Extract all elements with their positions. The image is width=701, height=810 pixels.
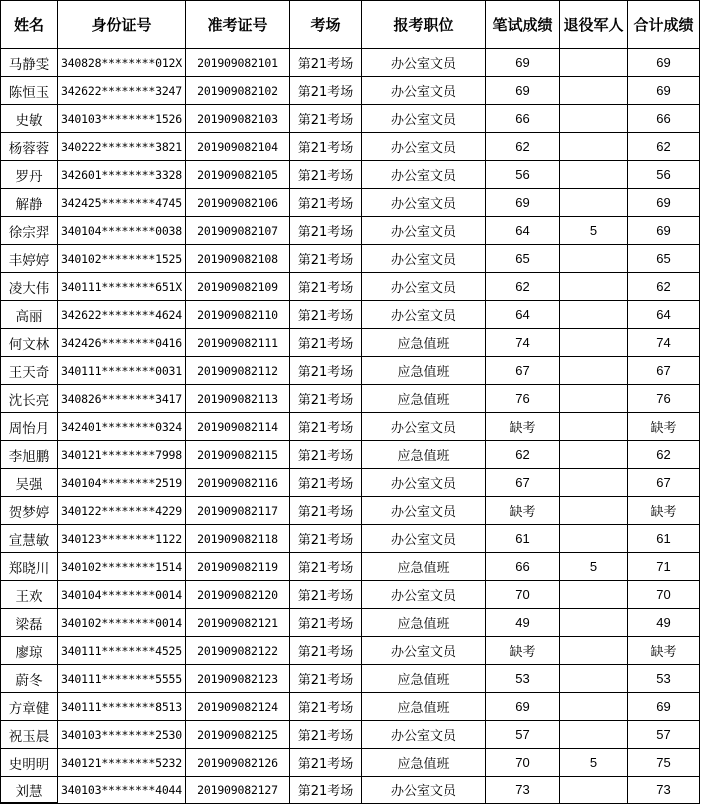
cell-name: 丰婷婷 xyxy=(1,245,58,273)
table-row xyxy=(1,497,700,525)
cell-position: 办公室文员 xyxy=(362,301,486,329)
cell-total-score: 62 xyxy=(628,133,700,161)
cell-ticket-number: 201909082123 xyxy=(186,665,290,693)
cell-total-score: 67 xyxy=(628,357,700,385)
cell-ticket-number: 201909082117 xyxy=(186,497,290,525)
cell-id-number: 340102********1525 xyxy=(58,245,186,273)
cell-exam-room: 第21考场 xyxy=(290,665,362,693)
cell-exam-room: 第21考场 xyxy=(290,329,362,357)
cell-total-score: 69 xyxy=(628,217,700,245)
cell-written-score: 70 xyxy=(486,581,560,609)
cell-position: 办公室文员 xyxy=(362,581,486,609)
cell-total-score: 缺考 xyxy=(628,497,700,525)
cell-name: 沈长亮 xyxy=(1,385,58,413)
cell-exam-room: 第21考场 xyxy=(290,637,362,665)
cell-id-number: 342426********0416 xyxy=(58,329,186,357)
table-row xyxy=(1,105,700,133)
table-row xyxy=(1,693,700,721)
cell-veteran xyxy=(560,497,628,525)
table-row xyxy=(1,133,700,161)
cell-name: 徐宗羿 xyxy=(1,217,58,245)
cell-exam-room: 第21考场 xyxy=(290,301,362,329)
cell-ticket-number: 201909082109 xyxy=(186,273,290,301)
cell-ticket-number: 201909082125 xyxy=(186,721,290,749)
cell-id-number: 340121********5232 xyxy=(58,749,186,777)
cell-veteran xyxy=(560,525,628,553)
cell-ticket-number: 201909082108 xyxy=(186,245,290,273)
cell-ticket-number: 201909082126 xyxy=(186,749,290,777)
table-row xyxy=(1,441,700,469)
cell-exam-room: 第21考场 xyxy=(290,525,362,553)
cell-name: 蔚冬 xyxy=(1,665,58,693)
cell-ticket-number: 201909082116 xyxy=(186,469,290,497)
cell-written-score: 69 xyxy=(486,77,560,105)
cell-name: 李旭鹏 xyxy=(1,441,58,469)
cell-ticket-number: 201909082119 xyxy=(186,553,290,581)
table-row xyxy=(1,525,700,553)
cell-id-number: 340103********2530 xyxy=(58,721,186,749)
cell-written-score: 62 xyxy=(486,273,560,301)
cell-name: 高丽 xyxy=(1,301,58,329)
cell-written-score: 64 xyxy=(486,217,560,245)
cell-id-number: 340111********0031 xyxy=(58,357,186,385)
cell-written-score: 缺考 xyxy=(486,497,560,525)
cell-total-score: 69 xyxy=(628,693,700,721)
cell-ticket-number: 201909082118 xyxy=(186,525,290,553)
cell-position: 办公室文员 xyxy=(362,637,486,665)
cell-position: 办公室文员 xyxy=(362,413,486,441)
cell-exam-room: 第21考场 xyxy=(290,749,362,777)
cell-total-score: 74 xyxy=(628,329,700,357)
cell-name: 宣慧敏 xyxy=(1,525,58,553)
cell-name: 罗丹 xyxy=(1,161,58,189)
cell-position: 办公室文员 xyxy=(362,217,486,245)
cell-total-score: 53 xyxy=(628,665,700,693)
cell-written-score: 67 xyxy=(486,357,560,385)
table-row xyxy=(1,581,700,609)
cell-position: 办公室文员 xyxy=(362,105,486,133)
cell-name: 解静 xyxy=(1,189,58,217)
cell-veteran xyxy=(560,721,628,749)
cell-exam-room: 第21考场 xyxy=(290,469,362,497)
cell-id-number: 340111********8513 xyxy=(58,693,186,721)
cell-name: 杨蓉蓉 xyxy=(1,133,58,161)
cell-position: 办公室文员 xyxy=(362,133,486,161)
cell-exam-room: 第21考场 xyxy=(290,385,362,413)
cell-total-score: 64 xyxy=(628,301,700,329)
cell-position: 应急值班 xyxy=(362,693,486,721)
cell-exam-room: 第21考场 xyxy=(290,441,362,469)
cell-name: 祝玉晨 xyxy=(1,721,58,749)
table-row xyxy=(1,77,700,105)
table-row xyxy=(1,273,700,301)
cell-veteran xyxy=(560,441,628,469)
cell-ticket-number: 201909082120 xyxy=(186,581,290,609)
cell-written-score: 66 xyxy=(486,553,560,581)
cell-position: 办公室文员 xyxy=(362,161,486,189)
table-row xyxy=(1,469,700,497)
cell-position: 应急值班 xyxy=(362,609,486,637)
cell-name: 王欢 xyxy=(1,581,58,609)
cell-name: 周怡月 xyxy=(1,413,58,441)
cell-veteran xyxy=(560,693,628,721)
cell-written-score: 67 xyxy=(486,469,560,497)
cell-ticket-number: 201909082127 xyxy=(186,777,290,804)
table-row xyxy=(1,553,700,581)
cell-position: 应急值班 xyxy=(362,441,486,469)
cell-written-score: 缺考 xyxy=(486,413,560,441)
cell-total-score: 61 xyxy=(628,525,700,553)
table-row xyxy=(1,721,700,749)
cell-name: 史明明 xyxy=(1,749,58,777)
cell-written-score: 69 xyxy=(486,189,560,217)
cell-veteran: 5 xyxy=(560,553,628,581)
cell-name: 吴强 xyxy=(1,469,58,497)
table-row xyxy=(1,329,700,357)
cell-ticket-number: 201909082122 xyxy=(186,637,290,665)
cell-exam-room: 第21考场 xyxy=(290,693,362,721)
table-row xyxy=(1,161,700,189)
table-row xyxy=(1,385,700,413)
cell-veteran: 5 xyxy=(560,217,628,245)
cell-veteran xyxy=(560,189,628,217)
cell-id-number: 340103********4044 xyxy=(58,777,186,804)
cell-total-score: 56 xyxy=(628,161,700,189)
cell-id-number: 342601********3328 xyxy=(58,161,186,189)
cell-written-score: 62 xyxy=(486,133,560,161)
cell-veteran xyxy=(560,161,628,189)
cell-written-score: 57 xyxy=(486,721,560,749)
table-row xyxy=(1,637,700,665)
cell-name: 史敏 xyxy=(1,105,58,133)
table-row xyxy=(1,357,700,385)
cell-veteran xyxy=(560,385,628,413)
cell-name: 凌大伟 xyxy=(1,273,58,301)
cell-name: 王天奇 xyxy=(1,357,58,385)
cell-written-score: 74 xyxy=(486,329,560,357)
cell-ticket-number: 201909082114 xyxy=(186,413,290,441)
cell-veteran: 5 xyxy=(560,749,628,777)
header-name: 姓名 xyxy=(1,1,58,49)
cell-total-score: 62 xyxy=(628,441,700,469)
header-veteran: 退役军人 xyxy=(560,1,628,49)
cell-name: 郑晓川 xyxy=(1,553,58,581)
cell-total-score: 缺考 xyxy=(628,637,700,665)
cell-ticket-number: 201909082105 xyxy=(186,161,290,189)
cell-exam-room: 第21考场 xyxy=(290,413,362,441)
cell-id-number: 342425********4745 xyxy=(58,189,186,217)
cell-position: 应急值班 xyxy=(362,385,486,413)
cell-ticket-number: 201909082103 xyxy=(186,105,290,133)
cell-veteran xyxy=(560,581,628,609)
cell-ticket-number: 201909082124 xyxy=(186,693,290,721)
cell-id-number: 340828********012X xyxy=(58,49,186,77)
cell-name: 廖琼 xyxy=(1,637,58,665)
cell-name: 刘慧 xyxy=(1,777,58,804)
cell-veteran xyxy=(560,273,628,301)
cell-total-score: 71 xyxy=(628,553,700,581)
cell-id-number: 340104********0038 xyxy=(58,217,186,245)
cell-name: 马静雯 xyxy=(1,49,58,77)
cell-total-score: 66 xyxy=(628,105,700,133)
cell-exam-room: 第21考场 xyxy=(290,581,362,609)
cell-position: 应急值班 xyxy=(362,329,486,357)
cell-total-score: 69 xyxy=(628,189,700,217)
cell-id-number: 340103********1526 xyxy=(58,105,186,133)
header-id-number: 身份证号 xyxy=(58,1,186,49)
table-row xyxy=(1,609,700,637)
cell-veteran xyxy=(560,665,628,693)
cell-exam-room: 第21考场 xyxy=(290,161,362,189)
cell-id-number: 340111********651X xyxy=(58,273,186,301)
cell-name: 方章健 xyxy=(1,693,58,721)
table-row xyxy=(1,777,700,804)
table-row xyxy=(1,301,700,329)
table-row xyxy=(1,49,700,77)
cell-total-score: 70 xyxy=(628,581,700,609)
cell-exam-room: 第21考场 xyxy=(290,217,362,245)
cell-exam-room: 第21考场 xyxy=(290,777,362,804)
cell-position: 办公室文员 xyxy=(362,49,486,77)
cell-ticket-number: 201909082112 xyxy=(186,357,290,385)
cell-position: 办公室文员 xyxy=(362,189,486,217)
cell-id-number: 342622********4624 xyxy=(58,301,186,329)
cell-ticket-number: 201909082110 xyxy=(186,301,290,329)
cell-id-number: 340111********5555 xyxy=(58,665,186,693)
cell-exam-room: 第21考场 xyxy=(290,189,362,217)
cell-total-score: 65 xyxy=(628,245,700,273)
cell-exam-room: 第21考场 xyxy=(290,357,362,385)
cell-exam-room: 第21考场 xyxy=(290,245,362,273)
cell-total-score: 73 xyxy=(628,777,700,804)
cell-exam-room: 第21考场 xyxy=(290,721,362,749)
cell-written-score: 65 xyxy=(486,245,560,273)
cell-id-number: 340123********1122 xyxy=(58,525,186,553)
cell-written-score: 69 xyxy=(486,49,560,77)
cell-exam-room: 第21考场 xyxy=(290,273,362,301)
cell-veteran xyxy=(560,245,628,273)
cell-ticket-number: 201909082111 xyxy=(186,329,290,357)
table-row xyxy=(1,245,700,273)
cell-ticket-number: 201909082106 xyxy=(186,189,290,217)
cell-id-number: 340222********3821 xyxy=(58,133,186,161)
cell-ticket-number: 201909082121 xyxy=(186,609,290,637)
cell-written-score: 49 xyxy=(486,609,560,637)
header-ticket-number: 准考证号 xyxy=(186,1,290,49)
cell-exam-room: 第21考场 xyxy=(290,105,362,133)
cell-id-number: 340104********0014 xyxy=(58,581,186,609)
header-written-score: 笔试成绩 xyxy=(486,1,560,49)
cell-position: 应急值班 xyxy=(362,553,486,581)
cell-name: 何文林 xyxy=(1,329,58,357)
cell-id-number: 340111********4525 xyxy=(58,637,186,665)
cell-total-score: 缺考 xyxy=(628,413,700,441)
cell-written-score: 56 xyxy=(486,161,560,189)
cell-veteran xyxy=(560,777,628,804)
cell-id-number: 340102********1514 xyxy=(58,553,186,581)
header-position: 报考职位 xyxy=(362,1,486,49)
cell-veteran xyxy=(560,469,628,497)
cell-total-score: 67 xyxy=(628,469,700,497)
cell-id-number: 340121********7998 xyxy=(58,441,186,469)
cell-veteran xyxy=(560,49,628,77)
cell-veteran xyxy=(560,357,628,385)
cell-exam-room: 第21考场 xyxy=(290,49,362,77)
cell-ticket-number: 201909082104 xyxy=(186,133,290,161)
cell-name: 梁磊 xyxy=(1,609,58,637)
cell-total-score: 62 xyxy=(628,273,700,301)
cell-id-number: 340104********2519 xyxy=(58,469,186,497)
cell-id-number: 342622********3247 xyxy=(58,77,186,105)
cell-written-score: 66 xyxy=(486,105,560,133)
cell-id-number: 340122********4229 xyxy=(58,497,186,525)
cell-name: 贺梦婷 xyxy=(1,497,58,525)
table-row xyxy=(1,189,700,217)
cell-written-score: 73 xyxy=(486,777,560,804)
cell-ticket-number: 201909082101 xyxy=(186,49,290,77)
cell-veteran xyxy=(560,133,628,161)
cell-ticket-number: 201909082113 xyxy=(186,385,290,413)
cell-written-score: 70 xyxy=(486,749,560,777)
table-row xyxy=(1,749,700,777)
cell-position: 办公室文员 xyxy=(362,777,486,804)
cell-exam-room: 第21考场 xyxy=(290,609,362,637)
cell-exam-room: 第21考场 xyxy=(290,497,362,525)
cell-name: 陈恒玉 xyxy=(1,77,58,105)
cell-total-score: 49 xyxy=(628,609,700,637)
cell-position: 办公室文员 xyxy=(362,245,486,273)
cell-position: 办公室文员 xyxy=(362,77,486,105)
cell-position: 办公室文员 xyxy=(362,721,486,749)
cell-id-number: 340102********0014 xyxy=(58,609,186,637)
cell-exam-room: 第21考场 xyxy=(290,77,362,105)
cell-id-number: 340826********3417 xyxy=(58,385,186,413)
cell-veteran xyxy=(560,609,628,637)
cell-ticket-number: 201909082102 xyxy=(186,77,290,105)
cell-exam-room: 第21考场 xyxy=(290,133,362,161)
header-exam-room: 考场 xyxy=(290,1,362,49)
cell-veteran xyxy=(560,301,628,329)
cell-written-score: 61 xyxy=(486,525,560,553)
cell-veteran xyxy=(560,77,628,105)
cell-position: 办公室文员 xyxy=(362,469,486,497)
cell-written-score: 缺考 xyxy=(486,637,560,665)
cell-ticket-number: 201909082107 xyxy=(186,217,290,245)
cell-ticket-number: 201909082115 xyxy=(186,441,290,469)
table-body xyxy=(1,49,700,804)
table-row xyxy=(1,413,700,441)
cell-written-score: 53 xyxy=(486,665,560,693)
cell-total-score: 75 xyxy=(628,749,700,777)
cell-exam-room: 第21考场 xyxy=(290,553,362,581)
cell-written-score: 76 xyxy=(486,385,560,413)
cell-total-score: 57 xyxy=(628,721,700,749)
cell-position: 办公室文员 xyxy=(362,497,486,525)
cell-position: 应急值班 xyxy=(362,665,486,693)
cell-total-score: 69 xyxy=(628,49,700,77)
table-row xyxy=(1,217,700,245)
cell-veteran xyxy=(560,105,628,133)
table-row xyxy=(1,665,700,693)
cell-written-score: 69 xyxy=(486,693,560,721)
cell-written-score: 64 xyxy=(486,301,560,329)
cell-total-score: 76 xyxy=(628,385,700,413)
header-total-score: 合计成绩 xyxy=(628,1,700,49)
cell-position: 应急值班 xyxy=(362,749,486,777)
cell-veteran xyxy=(560,413,628,441)
cell-veteran xyxy=(560,637,628,665)
cell-veteran xyxy=(560,329,628,357)
cell-written-score: 62 xyxy=(486,441,560,469)
cell-position: 办公室文员 xyxy=(362,273,486,301)
cell-total-score: 69 xyxy=(628,77,700,105)
cell-id-number: 342401********0324 xyxy=(58,413,186,441)
cell-position: 应急值班 xyxy=(362,357,486,385)
header-row xyxy=(1,1,700,49)
cell-position: 办公室文员 xyxy=(362,525,486,553)
